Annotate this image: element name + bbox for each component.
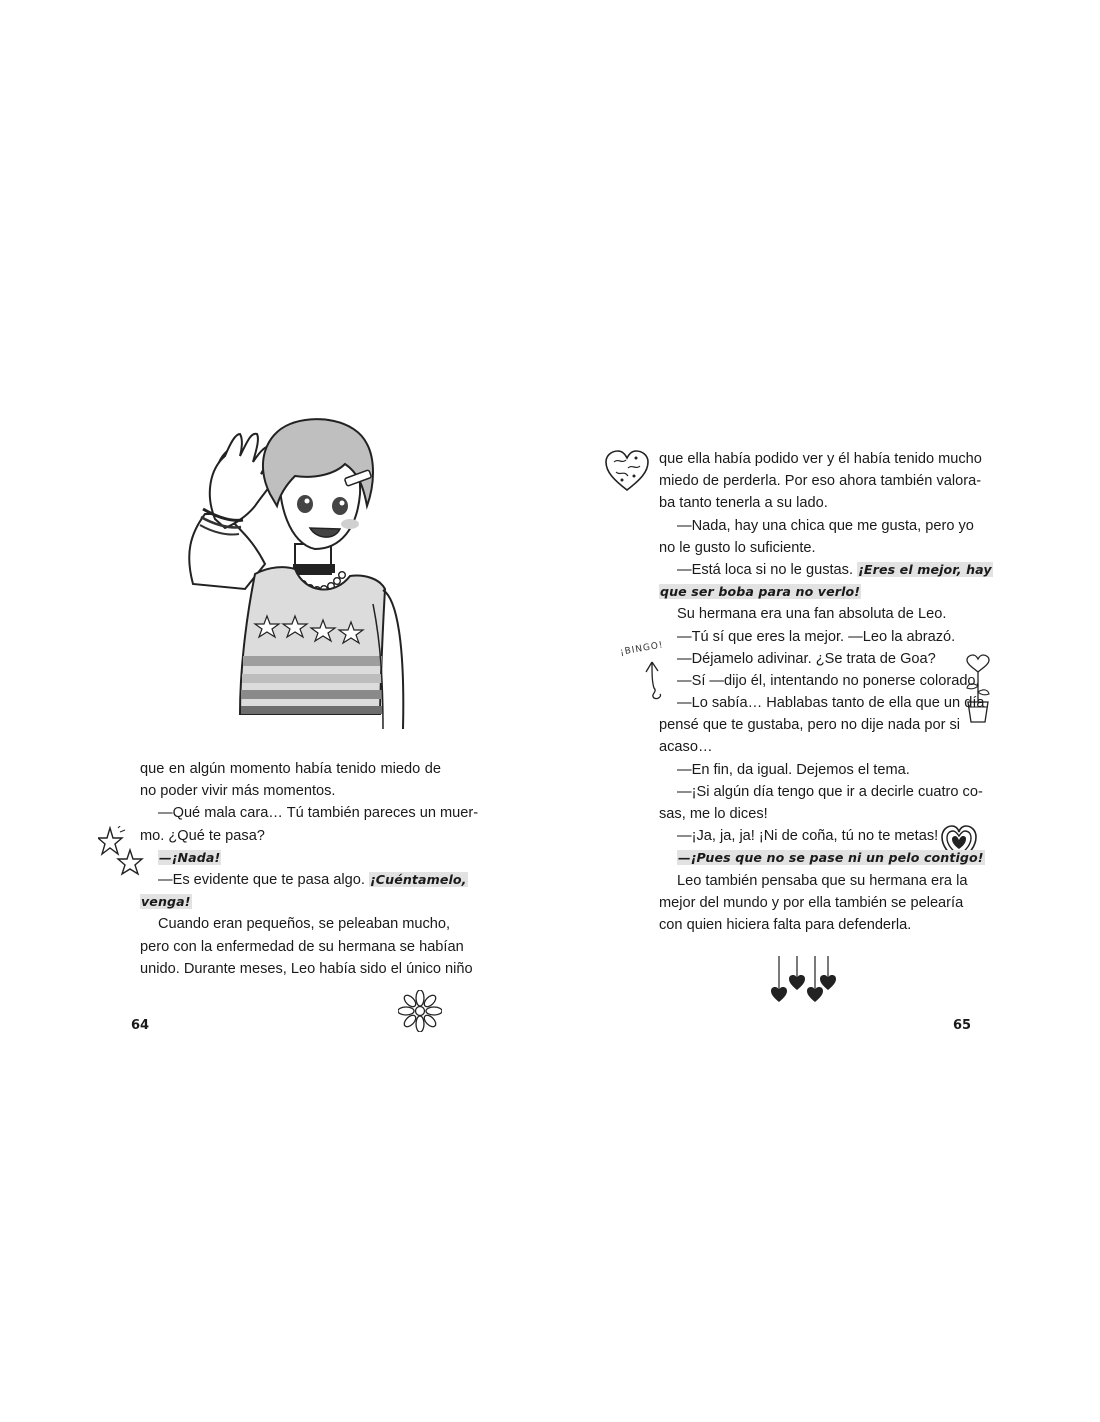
text-line: [659, 559, 992, 581]
left-page-text: [140, 758, 479, 980]
highlighted-dialogue: ¡Cuéntamelo,: [369, 871, 467, 887]
page-number: 65: [953, 1018, 972, 1033]
highlighted-dialogue: venga!: [141, 894, 191, 910]
heart-doodle-icon: [604, 450, 650, 492]
text-line: mo. ¿Qué te pasa?: [140, 827, 265, 844]
right-page: [550, 0, 1100, 1422]
bingo-label: ¡BINGO!: [619, 640, 665, 658]
text-line: [140, 869, 467, 891]
text-line: Su hermana era una fan absoluta de Leo.: [677, 606, 947, 623]
text-line: —Lo sabía… Hablabas tanto de ella que un día: [677, 695, 985, 712]
page-number: 64: [131, 1018, 150, 1033]
text-fragment: —Es evidente que te pasa algo.: [158, 871, 365, 888]
text-line: sas, me lo dices!: [659, 806, 768, 822]
flower-doodle-icon: [398, 990, 442, 1032]
text-line: [140, 891, 441, 913]
star-doodle-icon: [98, 826, 146, 878]
text-line: acaso…: [659, 739, 713, 756]
text-line: [140, 847, 441, 869]
text-line: miedo de perderla. Por eso ahora también valora-: [659, 473, 982, 490]
highlighted-dialogue: —¡Nada!: [159, 849, 221, 865]
text-line: —En fin, da igual. Dejemos el tema.: [677, 761, 910, 778]
text-line: [659, 847, 984, 869]
right-page-text: [659, 448, 992, 936]
hanging-hearts-icon: [770, 956, 840, 1008]
text-line: que en algún momento había tenido miedo de: [140, 761, 441, 777]
text-line: ba tanto tenerla a su lado.: [659, 495, 828, 512]
highlighted-dialogue: que ser boba para no verlo!: [660, 584, 861, 600]
text-line: no le gusto lo suficiente.: [659, 539, 816, 556]
highlighted-dialogue: ¡Eres el mejor, hay: [858, 561, 992, 577]
text-line: —Tú sí que eres la mejor. —Leo la abrazó.: [677, 628, 956, 645]
text-line: que ella había podido ver y él había tenido mucho: [659, 451, 982, 467]
text-fragment: —Está loca si no le gustas.: [677, 561, 854, 578]
highlighted-dialogue: —¡Pues que no se pase ni un pelo contigo!: [678, 850, 984, 866]
text-line: —¡Si algún día tengo que ir a decirle cuatro co-: [677, 783, 983, 800]
text-line: con quien hiciera falta para defenderla.: [659, 916, 912, 933]
text-line: Cuando eran pequeños, se peleaban mucho,: [158, 916, 451, 933]
text-line: mejor del mundo y por ella también se pelearía: [659, 894, 964, 911]
text-line: unido. Durante meses, Leo había sido el único niño: [140, 960, 473, 977]
text-line: —Déjamelo adivinar. ¿Se trata de Goa?: [677, 650, 936, 667]
text-line: —¡Ja, ja, ja! ¡Ni de coña, tú no te metas!: [677, 828, 939, 845]
text-line: —Nada, hay una chica que me gusta, pero yo: [677, 517, 974, 534]
text-line: [659, 581, 960, 603]
text-line: —Qué mala cara… Tú también pareces un muer-: [158, 805, 479, 822]
text-line: Leo también pensaba que su hermana era la: [677, 872, 968, 889]
illustration-boy-waving: [185, 244, 415, 729]
text-line: no poder vivir más momentos.: [140, 783, 336, 800]
text-line: pero con la enfermedad de su hermana se habían: [140, 938, 464, 955]
text-line: pensé que te gustaba, pero no dije nada por si: [659, 717, 961, 734]
text-line: —Sí —dijo él, intentando no ponerse colorado.: [677, 672, 980, 689]
